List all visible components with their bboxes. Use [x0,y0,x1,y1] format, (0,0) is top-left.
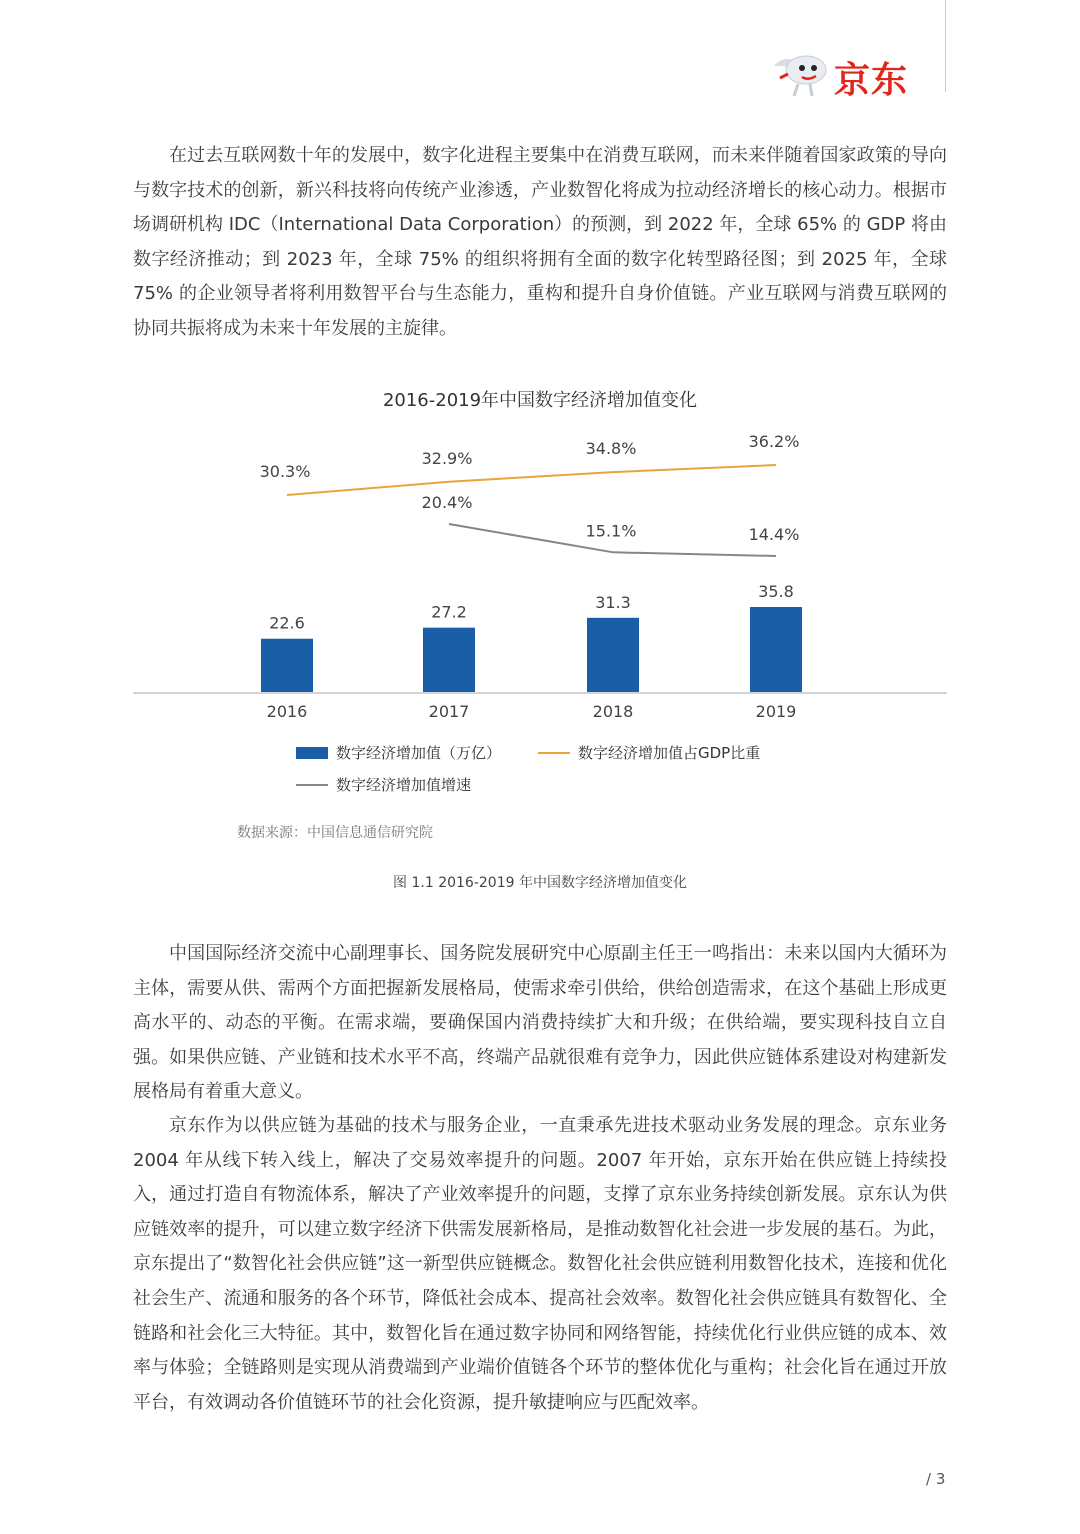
header-divider [945,0,946,92]
x-tick-2018: 2018 [592,702,634,720]
paragraph-intro: 在过去互联网数十年的发展中，数字化进程主要集中在消费互联网，而未来伴随着国家政策的导向与数字技术的创新，新兴科技将向传统产业渗透，产业数智化将成为拉动经济增长的核心动力。根据市场调研机构 IDC（International Data Corporation）的预测，到 2022 年，全球 65% 的 GDP 将由数字经济推动；到 2023 年，全球 75% 的组织将拥有全面的数字化转型路径图；到 2025 年，全球 75% 的企业领导者将利用数智平台与生态能力，重构和提升自身价值链。产业互联网与消费互联网的协同共振将成为未来十年发展的主旋律。 [133,145,947,339]
data-source: 数据来源：中国信息通信研究院 [237,825,433,841]
jd-logo [772,48,922,100]
x-tick-2019: 2019 [755,702,797,720]
growth-label-2018: 15.1% [585,521,637,541]
legend-swatch-share [538,752,570,754]
bar-label-2017: 27.2 [431,602,467,622]
legend-swatch-growth [296,784,328,786]
paragraph-quote: 中国国际经济交流中心副理事长、国务院发展研究中心原副主任王一鸣指出：未来以国内大循环为主体，需要从供、需两个方面把握新发展格局，使需求牵引供给，供给创造需求，在这个基础上形成更高水平的、动态的平衡。在需求端，要确保国内消费持续扩大和升级；在供给端，要实现科技自立自强。如果供应链、产业链和技术水平不高，终端产品就很难有竞争力，因此供应链体系建设对构建新发展格局有着重大意义。 [133,943,947,1103]
legend-swatch-bar [296,747,328,759]
legend-label-bar: 数字经济增加值（万亿） [336,744,502,762]
page-number: / 3 [926,1470,946,1488]
logo-wordmark: 京东 [834,60,909,101]
share-label-2016: 30.3% [259,462,311,481]
growth-label-2017: 20.4% [421,493,473,512]
figure-caption: 图 1.1 2016-2019 年中国数字经济增加值变化 [393,875,687,891]
legend-label-share: 数字经济增加值占GDP比重 [578,744,761,762]
bar-2017 [423,628,475,693]
bar-label-2016: 22.6 [269,613,305,633]
share-label-2018: 34.8% [585,439,637,459]
x-tick-2017: 2017 [428,702,470,720]
chart-title: 2016-2019年中国数字经济增加值变化 [382,390,698,411]
jd-mascot-icon [772,48,834,100]
digital-economy-chart [0,420,1080,720]
legend-label-growth: 数字经济增加值增速 [336,776,472,794]
bar-2019 [750,607,802,693]
bar-2016 [261,639,313,693]
paragraph-jd: 京东作为以供应链为基础的技术与服务企业，一直秉承先进技术驱动业务发展的理念。京东业务 2004 年从线下转入线上，解决了交易效率提升的问题。2007 年开始，京东开始在供应链上持续投入，通过打造自有物流体系，解决了产业效率提升的问题，支撑了京东业务持续创新发展。京东认为供应链效率的提升，可以建立数字经济下供需发展新格局，是推动数智化社会进一步发展的基石。为此，京东提出了“数智化社会供应链”这一新型供应链概念。数智化社会供应链利用数智化技术，连接和优化社会生产、流通和服务的各个环节，降低社会成本、提高社会效率。数智化社会供应链具有数智化、全链路和社会化三大特征。其中，数智化旨在通过数字协同和网络智能，持续优化行业供应链的成本、效率与体验；全链路则是实现从消费端到产业端价值链各个环节的整体优化与重构；社会化旨在通过开放平台，有效调动各价值链环节的社会化资源，提升敏捷响应与匹配效率。 [133,1115,947,1413]
share-label-2017: 32.9% [421,448,473,468]
bar-2018 [587,618,639,693]
bar-label-2019: 35.8 [758,582,794,601]
x-tick-2016: 2016 [266,702,308,720]
growth-label-2019: 14.4% [748,525,800,544]
line-gdp-share [287,465,776,495]
bar-label-2018: 31.3 [595,592,631,612]
share-label-2019: 36.2% [748,432,800,451]
